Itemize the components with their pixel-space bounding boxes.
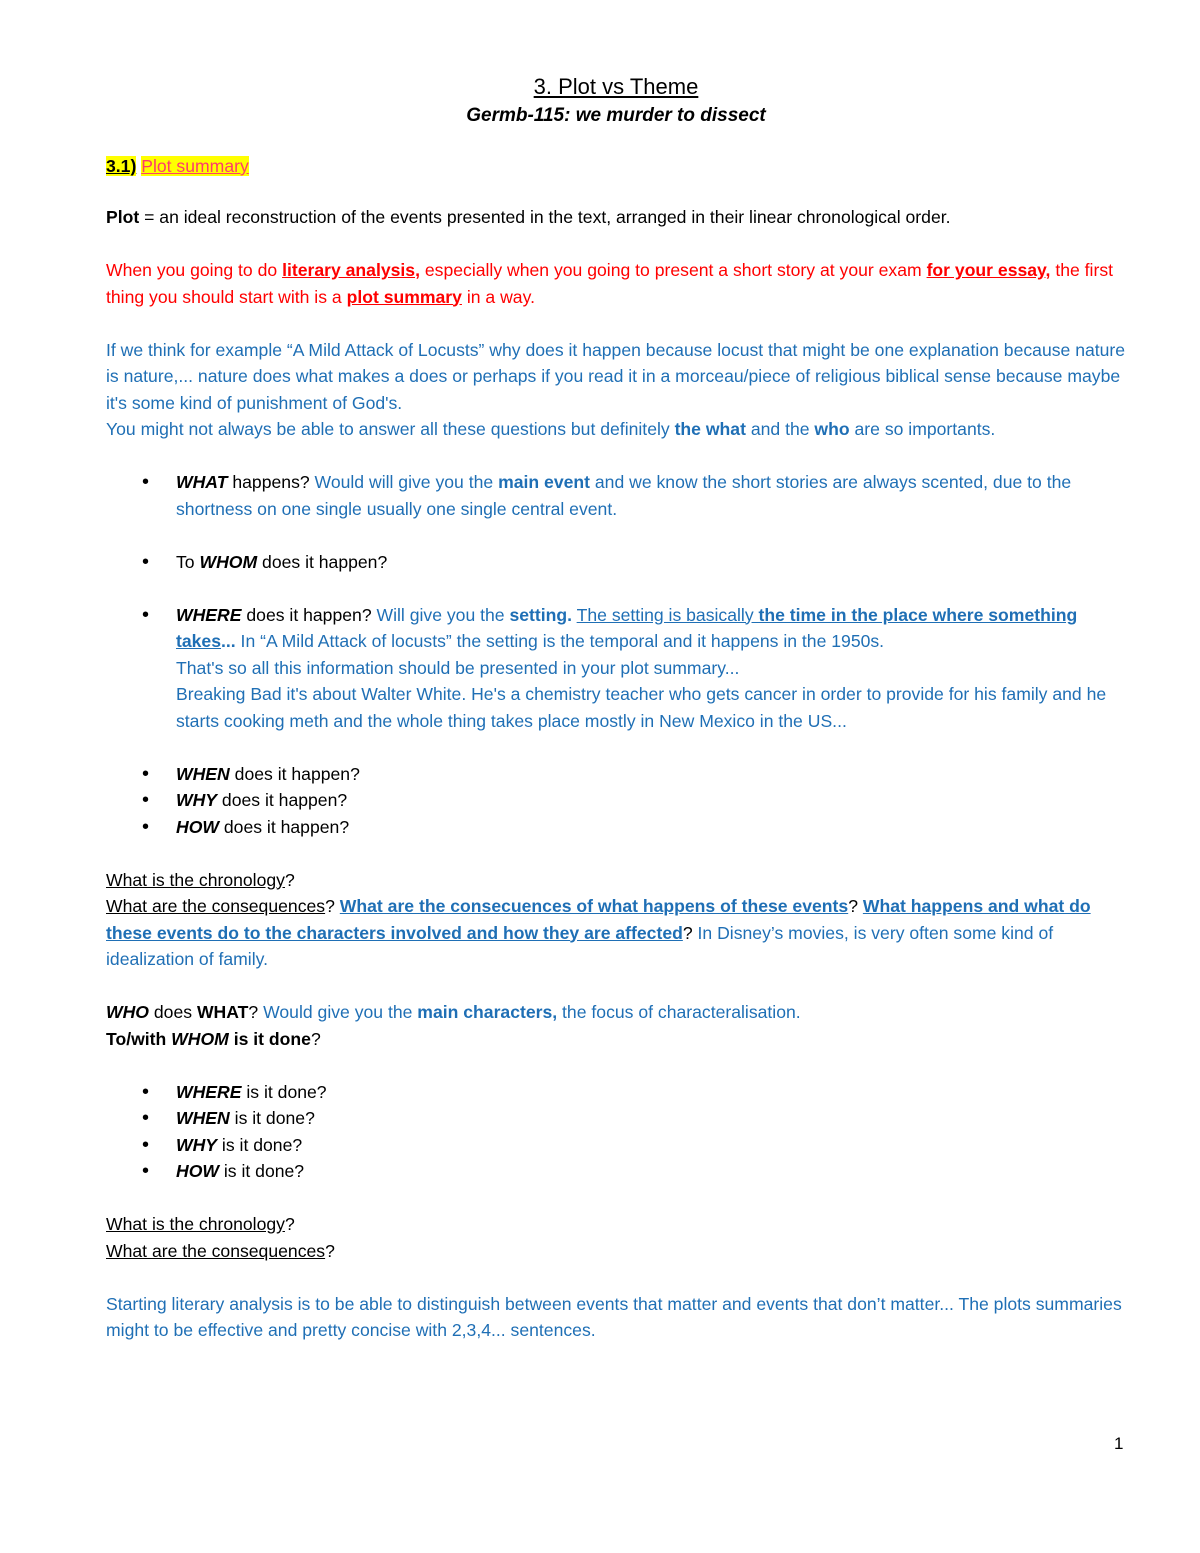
literary-analysis-note: When you going to do literary analysis, especially when you going to present a short story at your exam for your essay, the first thing you should start with is a plot summary in a way. bbox=[106, 260, 1114, 307]
page-subtitle: Germb-115: we murder to dissect bbox=[466, 105, 766, 126]
chronology-block-1: What is the chronology? What are the consequences? What are the consecuences of what happens of these events? What happens and what do these events do to the characters involved and how they are affected? In Disney’s movies, is very often some kind of idealization of family. bbox=[106, 869, 1091, 969]
question-list-done bbox=[106, 1079, 1126, 1185]
list-item: • HOW is it done? bbox=[106, 1158, 1126, 1185]
closing-paragraph: Starting literary analysis is to be able to distinguish between events that matter and events that don’t matter... The plots summaries might to be effective and pretty concise with 2,3,4... sentences. bbox=[106, 1293, 1122, 1340]
list-item: • WHEN is it done? bbox=[106, 1105, 1126, 1132]
question-whom bbox=[106, 549, 1126, 576]
plot-definition: Plot = an ideal reconstruction of the events presented in the text, arranged in their linear chronological order. bbox=[106, 207, 951, 227]
page-number: 1 bbox=[1114, 1434, 1124, 1453]
list-item: • WHAT happens? Would will give you the main event and we know the short stories are always scented, due to the shortness on one single usually one single central event. bbox=[106, 469, 1126, 522]
list-item: • WHEN does it happen? bbox=[106, 761, 1126, 788]
section-heading bbox=[106, 154, 249, 178]
document-page bbox=[106, 72, 1126, 1344]
chronology-block-2: What is the chronology? What are the consequences? bbox=[106, 1214, 335, 1261]
page-title: 3. Plot vs Theme bbox=[533, 74, 699, 99]
list-item: • To WHOM does it happen? bbox=[106, 549, 1126, 576]
list-item: • HOW does it happen? bbox=[106, 814, 1126, 841]
locusts-example: If we think for example “A Mild Attack of Locusts” why does it happen because locust that might be one explanation because nature is nature,... nature does what makes a does or perhaps if you read it in a morceau/piece of religious biblical sense because maybe it's some kind of punishment of God's. You might not always be able to answer all these questions but definitely the what and the who are so importants. bbox=[106, 339, 1126, 439]
who-what-block: WHO does WHAT? Would give you the main characters, the focus of characteralisation. To/with WHOM is it done? bbox=[106, 1002, 801, 1049]
list-item: • WHY is it done? bbox=[106, 1132, 1126, 1159]
section-number: 3.1) bbox=[106, 156, 137, 176]
list-item: • WHERE does it happen? Will give you the setting. The setting is basically the time in the place where something takes... In “A Mild Attack of locusts” the setting is the temporal and it happens in the 1950s. That's so all this information should be presented in your plot summary... Breaking Bad it's about Walter White. He's a chemistry teacher who gets cancer in order to provide for his family and he starts cooking meth and the whole thing takes place mostly in New Mexico in the US... bbox=[106, 602, 1126, 735]
list-item: • WHY does it happen? bbox=[106, 787, 1126, 814]
question-what bbox=[106, 469, 1126, 522]
question-list-happen bbox=[106, 761, 1126, 841]
question-where bbox=[106, 602, 1126, 735]
section-label: Plot summary bbox=[141, 156, 249, 176]
list-item: • WHERE is it done? bbox=[106, 1079, 1126, 1106]
